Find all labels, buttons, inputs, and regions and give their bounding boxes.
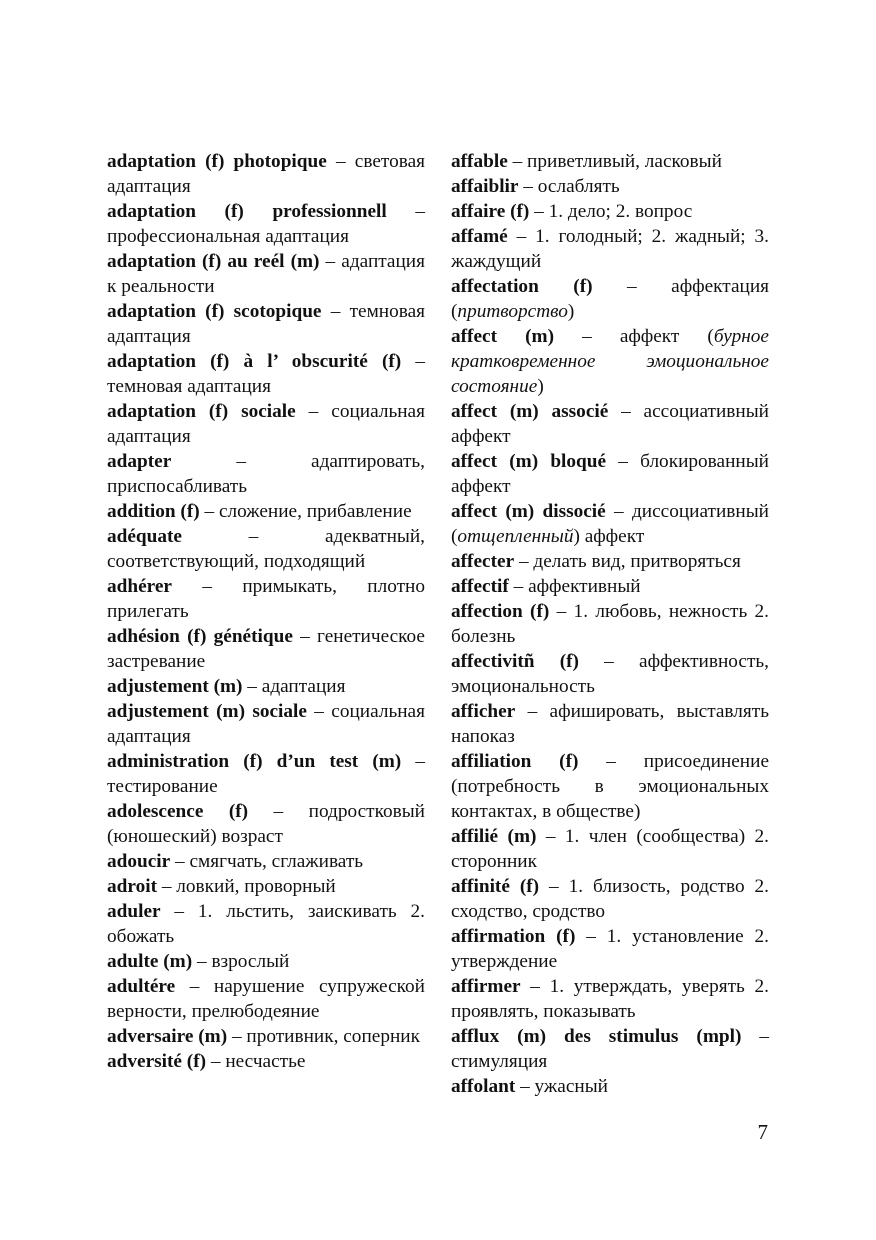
entry-definition: – адекватный, соответствующий, подходящий <box>107 526 425 572</box>
dictionary-entry <box>107 199 425 249</box>
entry-definition: – несчастье <box>206 1051 306 1072</box>
entry-term: adversaire (m) <box>107 1026 228 1047</box>
dictionary-entry <box>451 1024 769 1074</box>
entry-definition-italic: бурное кратковременное эмоциональное состояние <box>451 326 769 397</box>
entry-term: adéquate <box>107 526 182 547</box>
dictionary-entry <box>451 549 769 574</box>
entry-definition: – социальная адаптация <box>107 401 425 447</box>
entry-definition: – примыкать, плотно прилегать <box>107 576 425 622</box>
entry-term: administration (f) d’un test (m) <box>107 751 402 772</box>
dictionary-entry <box>107 399 425 449</box>
entry-term: afficher <box>451 701 516 722</box>
entry-definition: – световая адаптация <box>107 151 425 197</box>
entry-definition: – адаптировать, приспосабливать <box>107 451 425 497</box>
entry-term: adroit <box>107 876 157 897</box>
entry-definition: – приветливый, ласковый <box>507 151 722 172</box>
entry-term: affectivitñ (f) <box>451 651 579 672</box>
entry-term: adversité (f) <box>107 1051 207 1072</box>
entry-definition: – социальная адаптация <box>107 701 425 747</box>
dictionary-entry <box>451 324 769 399</box>
entry-definition: – ассоциативный аффект <box>451 401 769 447</box>
dictionary-entry <box>107 149 425 199</box>
dictionary-entry <box>107 849 425 874</box>
entry-definition: – аффективный <box>508 576 641 597</box>
entry-term: affaire (f) <box>451 201 530 222</box>
entry-term: affaiblir <box>451 176 519 197</box>
entry-term: adaptation (f) photopique <box>107 151 327 172</box>
entry-definition: – аффектация ( <box>451 276 770 322</box>
dictionary-entry <box>451 1074 769 1099</box>
entry-definition: – генетическое застревание <box>107 626 425 672</box>
dictionary-entry <box>107 799 425 849</box>
entry-definition: – стимуляция <box>451 1026 769 1072</box>
dictionary-entry <box>451 749 769 824</box>
entry-definition: – 1. льстить, заискивать 2. обожать <box>107 901 425 947</box>
entry-term: affilié (m) <box>451 826 537 847</box>
entry-term: adaptation (f) à l’ obscurité (f) <box>107 351 402 372</box>
dictionary-entry <box>451 224 769 274</box>
dictionary-entry <box>107 524 425 574</box>
entry-definition: – 1. дело; 2. вопрос <box>529 201 693 222</box>
left-column <box>107 149 425 1074</box>
entry-term: adapter <box>107 451 172 472</box>
entry-definition-italic: притворство <box>457 301 568 322</box>
entry-term: adaptation (f) au reél (m) <box>107 251 320 272</box>
dictionary-entry <box>451 574 769 599</box>
entry-definition: – диссоциативный ( <box>451 501 769 547</box>
entry-definition: – темновая адаптация <box>107 351 425 397</box>
entry-term: affolant <box>451 1076 516 1097</box>
entry-definition-italic: отщепленный <box>457 526 574 547</box>
dictionary-entry <box>107 249 425 299</box>
entry-definition: – смягчать, сглаживать <box>170 851 364 872</box>
entry-definition: – 1. установление 2. утверждение <box>451 926 769 972</box>
dictionary-entry <box>451 824 769 874</box>
dictionary-entry <box>451 974 769 1024</box>
entry-definition: – темновая адаптация <box>107 301 426 347</box>
entry-definition: – 1. близость, родство 2. сходство, сродство <box>451 876 769 922</box>
dictionary-entry <box>451 399 769 449</box>
dictionary-entry <box>451 199 769 224</box>
dictionary-entry <box>107 874 425 899</box>
entry-term: adhérer <box>107 576 172 597</box>
entry-term: aduler <box>107 901 161 922</box>
dictionary-entry <box>451 274 769 324</box>
dictionary-entry <box>451 924 769 974</box>
entry-definition: – ловкий, проворный <box>157 876 336 897</box>
entry-definition: – подростковый (юношеский) возраст <box>107 801 425 847</box>
entry-term: affectation (f) <box>451 276 593 297</box>
entry-term: addition (f) <box>107 501 200 522</box>
entry-term: affect (m) dissocié <box>451 501 606 522</box>
entry-term: affectif <box>451 576 509 597</box>
dictionary-entry <box>451 499 769 549</box>
dictionary-entry <box>107 1049 425 1074</box>
entry-term: adaptation (f) sociale <box>107 401 296 422</box>
entry-definition: – сложение, прибавление <box>199 501 412 522</box>
entry-term: affirmer <box>451 976 521 997</box>
dictionary-entry <box>107 974 425 1024</box>
entry-definition: – 1. член (сообщества) 2. сторонник <box>451 826 769 872</box>
entry-definition: – нарушение супружеской верности, прелюбодеяние <box>107 976 425 1022</box>
entry-definition: – адаптация к реальности <box>107 251 425 297</box>
entry-term: affecter <box>451 551 515 572</box>
entry-definition: – адаптация <box>242 676 346 697</box>
entry-definition: – 1. любовь, нежность 2. болезнь <box>451 601 769 647</box>
entry-definition: – 1. голодный; 2. жадный; 3. жаждущий <box>451 226 769 272</box>
entry-term: affect (m) bloqué <box>451 451 607 472</box>
entry-term: affection (f) <box>451 601 550 622</box>
entry-definition: – ослаблять <box>518 176 620 197</box>
entry-term: adolescence (f) <box>107 801 249 822</box>
entry-definition: – афишировать, выставлять напоказ <box>451 701 769 747</box>
entry-definition: – аффект ( <box>554 326 714 347</box>
entry-definition: – 1. утверждать, уверять 2. проявлять, показывать <box>451 976 769 1022</box>
entry-definition: – ужасный <box>515 1076 608 1097</box>
dictionary-entry <box>451 874 769 924</box>
dictionary-entry <box>107 349 425 399</box>
entry-term: affamé <box>451 226 508 247</box>
entry-term: adjustement (m) sociale <box>107 701 307 722</box>
dictionary-entry <box>107 1024 425 1049</box>
dictionary-entry <box>107 699 425 749</box>
dictionary-entry <box>451 699 769 749</box>
entry-term: afflux (m) des stimulus (mpl) <box>451 1026 742 1047</box>
entry-term: adjustement (m) <box>107 676 243 697</box>
entry-definition: – аффективность, эмоциональность <box>451 651 769 697</box>
entry-term: affinité (f) <box>451 876 540 897</box>
right-column <box>451 149 769 1099</box>
dictionary-entry <box>451 449 769 499</box>
dictionary-entry <box>107 949 425 974</box>
entry-definition-tail: ) <box>537 376 544 397</box>
dictionary-entry <box>451 149 769 174</box>
dictionary-entry <box>107 499 425 524</box>
entry-definition: – присоединение (потребность в эмоциональных контактах, в обществе) <box>451 751 770 822</box>
dictionary-entry <box>107 899 425 949</box>
entry-term: adulte (m) <box>107 951 193 972</box>
entry-term: adoucir <box>107 851 171 872</box>
entry-term: adhésion (f) génétique <box>107 626 293 647</box>
entry-definition: – взрослый <box>192 951 290 972</box>
entry-definition: – блокированный аффект <box>451 451 769 497</box>
dictionary-entry <box>107 449 425 499</box>
dictionary-entry <box>107 624 425 674</box>
dictionary-entry <box>107 674 425 699</box>
dictionary-entry <box>451 649 769 699</box>
entry-term: affirmation (f) <box>451 926 576 947</box>
entry-definition-tail: ) <box>567 301 575 322</box>
page-number: 7 <box>757 1120 768 1144</box>
dictionary-entry <box>107 299 425 349</box>
entry-term: adaptation (f) professionnell <box>107 201 387 222</box>
entry-definition: – тестирование <box>107 751 425 797</box>
entry-term: affiliation (f) <box>451 751 579 772</box>
entry-definition: – профессиональная адаптация <box>107 201 426 247</box>
entry-term: affable <box>451 151 508 172</box>
entry-term: adaptation (f) scotopique <box>107 301 322 322</box>
entry-definition: – противник, соперник <box>227 1026 420 1047</box>
entry-definition-tail: ) аффект <box>573 526 645 547</box>
entry-term: affect (m) associé <box>451 401 609 422</box>
dictionary-entry <box>107 749 425 799</box>
dictionary-entry <box>451 599 769 649</box>
dictionary-entry <box>451 174 769 199</box>
entry-term: adultére <box>107 976 176 997</box>
entry-definition: – делать вид, притворяться <box>514 551 741 572</box>
dictionary-entry <box>107 574 425 624</box>
entry-term: affect (m) <box>451 326 555 347</box>
